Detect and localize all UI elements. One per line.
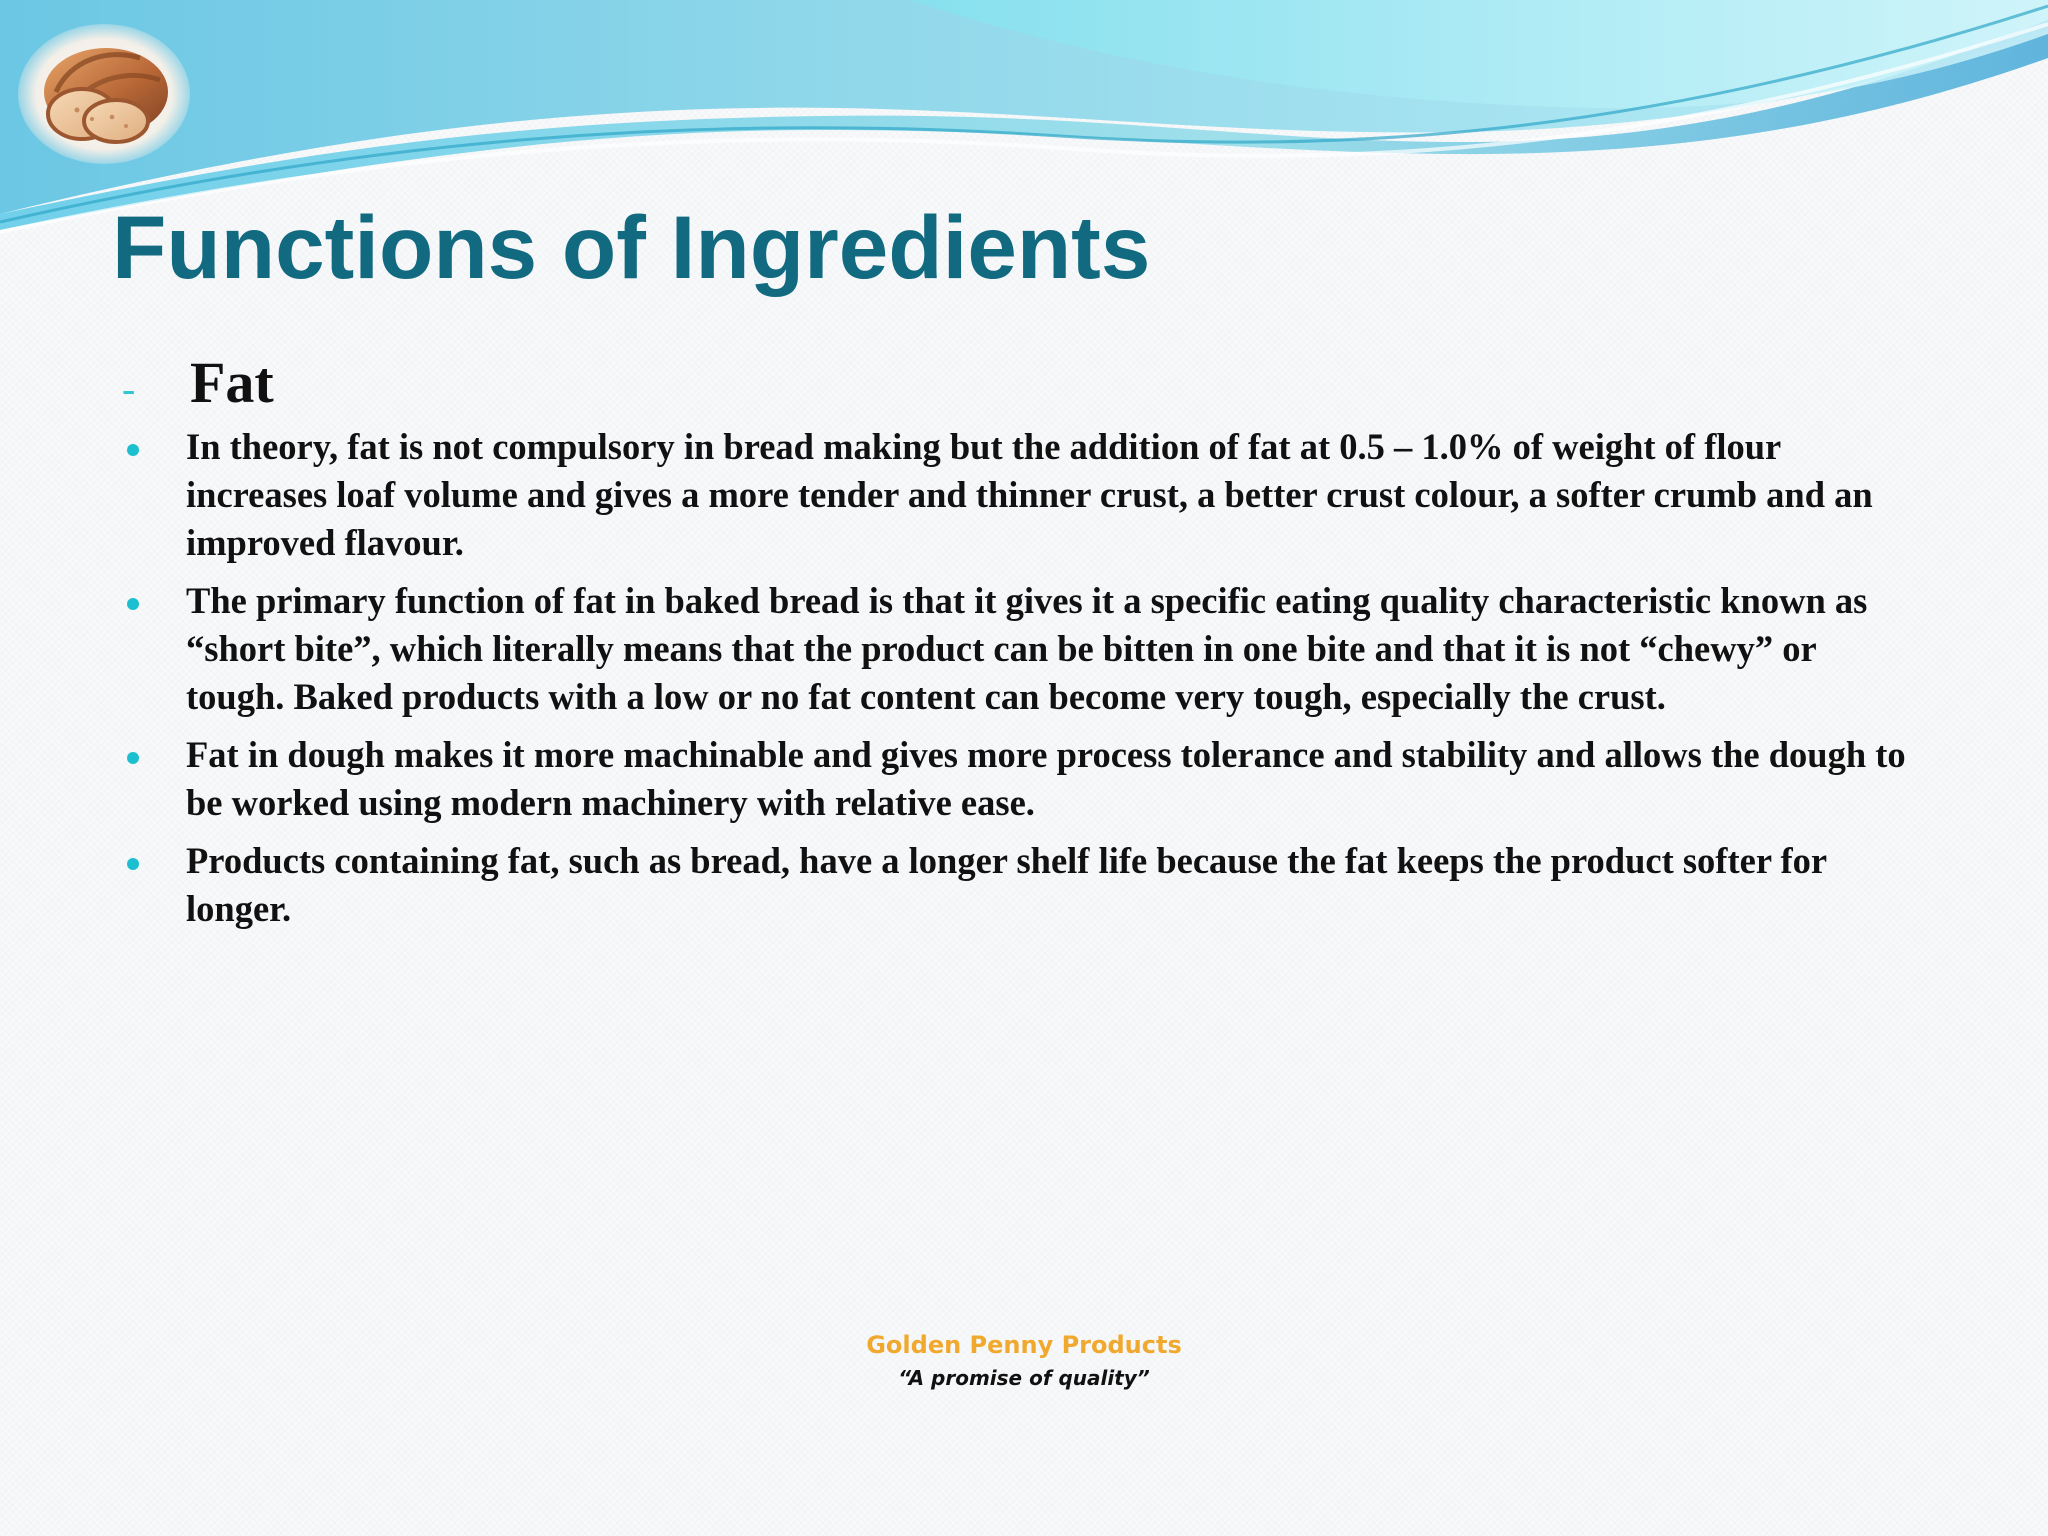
bullet-text: Products containing fat, such as bread, have a longer shelf life because the fat keeps the product softer for longer. [186,840,1827,929]
bullet-text: Fat in dough makes it more machinable and gives more process tolerance and stability and allows the dough to be worked using modern machinery with relative ease. [186,734,1906,823]
bullet-text: The primary function of fat in baked bread is that it gives it a specific eating quality characteristic known as “short bite”, which literally means that the product can be bitten in one bite and that it is not “chewy” or tough. Baked products with a low or no fat content can become very tough, especially the crust. [186,580,1868,717]
slide-footer [0,1328,2048,1394]
bullet-list [118,423,1918,933]
section-label: Fat [190,350,274,415]
bullet-item [118,423,1918,567]
bullet-item [118,577,1918,721]
section-heading [118,345,1918,423]
bullet-dot-icon [127,858,139,870]
bullet-dot-icon [127,444,139,456]
footer-tagline: “A promise of quality” [898,1366,1150,1390]
bullet-dot-icon [127,752,139,764]
bread-loaf-icon [14,18,194,168]
slide-title: Functions of Ingredients [112,197,1151,297]
bullet-item [118,731,1918,827]
slide-content [118,345,1918,943]
bullet-text: In theory, fat is not compulsory in bread making but the addition of fat at 0.5 – 1.0% of weight of flour increases loaf volume and gives a more tender and thinner crust, a better crust colour, a softer crumb and an improved flavour. [186,426,1873,563]
bullet-item [118,837,1918,933]
footer-brand: Golden Penny Products [866,1331,1182,1359]
section-dash-marker: - [122,366,136,411]
bullet-dot-icon [127,598,139,610]
